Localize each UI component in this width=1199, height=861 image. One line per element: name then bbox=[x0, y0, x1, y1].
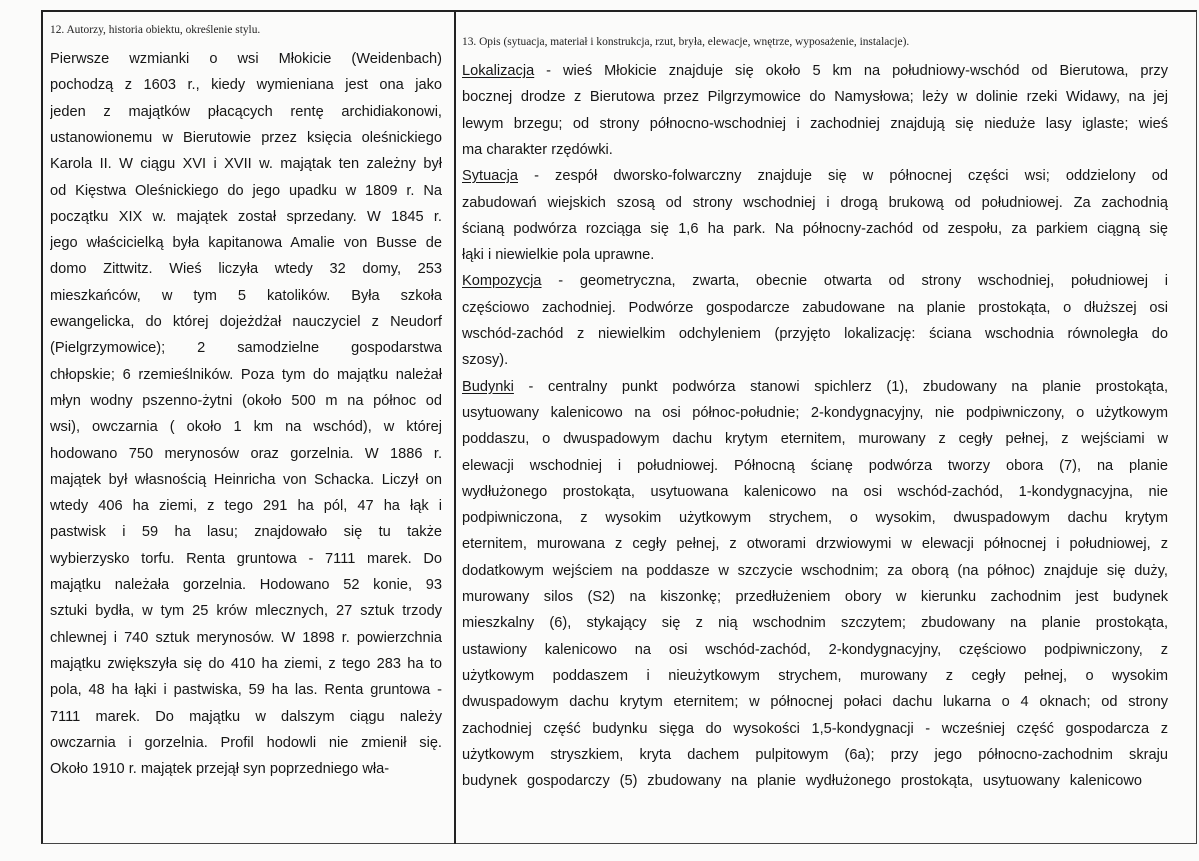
line-text: usytuowany kalenicowo na osi północ-południe; 2-kondygnacyjny, nie podpiwniczony, o użytkowym bbox=[462, 404, 1168, 421]
line-text: szosy). bbox=[462, 352, 509, 369]
text-line bbox=[462, 295, 1168, 321]
text-line: początku XIX w. majątek został sprzedany. W 1845 r. bbox=[50, 208, 442, 225]
line-text: bocznej drodze z Bierutowa przez Pilgrzymowice do Namysłowa; leży w dolinie rzeki Widawy, na jej bbox=[462, 89, 1168, 106]
text-line bbox=[462, 163, 1168, 189]
text-line: majątku zwiększyła się do 410 ha ziemi, z tego 283 ha to bbox=[50, 655, 442, 672]
line-text: ma charakter rzędówki. bbox=[462, 141, 613, 158]
text-line: chlewnej i 740 sztuk merynosów. W 1898 r. powierzchnia bbox=[50, 629, 442, 646]
text-line: Około 1910 r. majątek przejął syn poprzedniego wła- bbox=[50, 761, 390, 778]
text-line: majątku należała gorzelnia. Hodowano 52 konie, 93 bbox=[50, 577, 442, 593]
text-line: sztuki bydła, w tym 25 krów mlecznych, 27 sztuk trzody bbox=[50, 603, 442, 620]
text-line: Karola II. W ciągu XVI i XVII w. majątak ten zależny był bbox=[50, 156, 442, 173]
text-line: 7111 marek. Do majątku w dalszym ciągu należy bbox=[50, 708, 442, 725]
text-line bbox=[462, 190, 1168, 216]
line-text: ścianą podwórza rozciąga się 1,6 ha park. Na północny-zachód od zespołu, za parkiem ciągną się bbox=[462, 220, 1168, 237]
text-line: pochodzą z 1603 r., kiedy wymieniana jest ona jako bbox=[50, 77, 442, 94]
text-line: wybierzysko torfu. Renta gruntowa - 7111 marek. Do bbox=[50, 550, 442, 567]
text-line: domo Zittwitz. Wieś liczyła wtedy 32 domy, 253 bbox=[50, 261, 442, 278]
text-line bbox=[462, 347, 1168, 373]
line-text: eternitem, murowana z cegły pełnej, z otworami drzwiowymi w elewacji północnej i południowej, z bbox=[462, 536, 1168, 553]
line-text: mieszkalny (6), stykający się z nią wschodnim szczytem; zbudowany na planie prostokąta, bbox=[462, 615, 1168, 632]
text-line bbox=[462, 689, 1168, 715]
line-text: elewacji wschodniej i południowej. Północną ścianę podwórza tworzy obora (7), na planie bbox=[462, 457, 1168, 474]
text-line: młyn wodny pszenno-żytni (około 500 m na północ od bbox=[50, 392, 442, 409]
line-text: zachodniej część budynku sięga do wysokości 1,5-kondygnacji - wcześniej część gospodarcza z bbox=[462, 720, 1168, 737]
line-text: murowany silos (S2) na kiszonkę; przedłużeniem obory w kierunku zachodnim jest budynek bbox=[462, 589, 1168, 605]
description-column bbox=[462, 0, 1176, 861]
line-text: częściowo zachodniej. Podwórze gospodarcze zabudowane na planie prostokąta, o dłuższej osi bbox=[462, 299, 1168, 316]
text-line bbox=[462, 637, 1168, 663]
text-line bbox=[462, 268, 1168, 294]
text-line bbox=[462, 137, 1168, 163]
text-line: mieszkańców, w tym 5 katolików. Była szkoła bbox=[50, 287, 442, 304]
line-text: - wieś Młokicie znajduje się około 5 km na południowy-wschód od Bierutowa, przy bbox=[534, 63, 1168, 79]
column-divider bbox=[454, 10, 456, 844]
line-text: dodatkowym wejściem na poddasze w szczycie wschodnim; za oborą (na północ) znajduje się duży, bbox=[462, 562, 1168, 579]
text-line bbox=[462, 400, 1168, 426]
line-text: lewym brzegu; od strony północno-wschodniej i zachodniej znajdują się nieduże lasy iglaste; wieś bbox=[462, 115, 1168, 132]
text-line bbox=[462, 663, 1168, 689]
text-line bbox=[462, 505, 1168, 531]
text-line: (Pielgrzymowice); 2 samodzielne gospodarstwa bbox=[50, 340, 442, 357]
line-text: dwuspadowym dachu krytym eternitem; w północnej połaci dachu lukarna o 4 oknach; od strony bbox=[462, 694, 1168, 711]
text-line: pola, 48 ha łąki i pastwiska, 59 ha las. Renta gruntowa - bbox=[50, 682, 442, 699]
text-line: Pierwsze wzmianki o wsi Młokicie (Weidenbach) bbox=[50, 51, 442, 67]
line-text: - zespół dworsko-folwarczny znajduje się w północnej części wsi; oddzielony od bbox=[517, 168, 1168, 185]
text-line bbox=[462, 531, 1168, 557]
text-line bbox=[462, 768, 1142, 794]
text-line: jeden z majątków płacących rentę archidiakonowi, bbox=[50, 103, 442, 120]
text-line bbox=[462, 558, 1168, 584]
text-line bbox=[462, 374, 1168, 400]
line-text: łąki i niewielkie pola uprawne. bbox=[462, 247, 655, 264]
text-line bbox=[462, 426, 1168, 452]
text-line: ewangelicka, do której dojeżdżał nauczyciel z Neudorf bbox=[50, 314, 442, 330]
text-line bbox=[462, 610, 1168, 636]
subsection-heading: Kompozycja bbox=[462, 273, 542, 290]
text-line: owczarnia i gorzelnia. Profil hodowli nie zmienił się. bbox=[50, 734, 442, 751]
subsection-heading: Lokalizacja bbox=[462, 63, 535, 79]
subsection-heading: Budynki bbox=[462, 378, 514, 395]
text-line: chłopskie; 6 rzemieślników. Poza tym do majątku należał bbox=[50, 366, 442, 383]
line-text: wschód-zachód z niewielkim odchyleniem (przyjęto lokalizację: ściana wschodnia równoległa do bbox=[462, 326, 1168, 342]
line-text: - centralny punkt podwórza stanowi spichlerz (1), zbudowany na planie prostokąta, bbox=[513, 378, 1168, 395]
text-line bbox=[462, 111, 1168, 137]
line-text: - geometryczna, zwarta, obecnie otwarta od strony wschodniej, południowej i bbox=[541, 273, 1168, 290]
text-line bbox=[462, 453, 1168, 479]
text-line: hodowano 750 merynosów oraz gorzelnia. W 1886 r. bbox=[50, 445, 442, 462]
line-text: wydłużonego prostokąta, usytuowana kalenicowo na osi wschód-zachód, 1-kondygnacyjna, nie bbox=[462, 483, 1168, 500]
text-line bbox=[462, 216, 1168, 242]
text-line bbox=[462, 242, 1168, 268]
text-line: majątek był własnością Heinricha von Schacka. Liczył on bbox=[50, 471, 442, 488]
text-line bbox=[462, 321, 1168, 347]
text-line bbox=[462, 584, 1168, 610]
line-text: zabudowań wiejskich szosą od strony wschodniej i drogą brukową od południowej. Za zachodnią bbox=[462, 194, 1168, 211]
text-line bbox=[462, 84, 1168, 110]
text-line: pastwisk i 59 ha lasu; znajdowało się tu także bbox=[50, 524, 442, 541]
line-text: budynek gospodarczy (5) zbudowany na planie wydłużonego prostokąta, usytuowany kalenicowo bbox=[462, 773, 1142, 790]
history-column bbox=[50, 0, 444, 861]
text-line bbox=[462, 58, 1168, 84]
text-line: ustanowionemu w Bierutowie przez księcia oleśnickiego bbox=[50, 129, 442, 146]
line-text: użytkowym stryszkiem, kryta dachem pulpitowym (6a); przy jego północno-zachodnim skraju bbox=[462, 746, 1168, 763]
text-line: wsi), owczarnia ( około 1 km na wschód), w której bbox=[50, 419, 442, 436]
text-line bbox=[462, 479, 1168, 505]
line-text: ustawiony kalenicowo na osi wschód-zachód, 2-kondygnacyjny, częściowo podpiwniczony, z bbox=[462, 641, 1168, 658]
text-line: jego właścicielką była kapitanowa Amalie von Busse de bbox=[50, 235, 442, 252]
line-text: użytkowym poddaszem i nieużytkowym strychem, murowany z cegły pełnej, o wysokim bbox=[462, 667, 1168, 684]
line-text: podpiwniczona, z wysokim użytkowym strychem, o wysokim, dwuspadowym dachu krytym bbox=[462, 510, 1168, 527]
section-13-heading: 13. Opis (sytuacja, materiał i konstrukcja, rzut, bryła, elewacje, wnętrze, wyposażenie, instalacje). bbox=[462, 36, 910, 48]
line-text: poddaszu, o dwuspadowym dachu krytym eternitem, murowany z cegły pełnej, z wejściami w bbox=[462, 431, 1168, 448]
text-line: wtedy 406 ha ziemi, z tego 291 ha pól, 47 ha łąk i bbox=[50, 498, 442, 515]
text-line bbox=[462, 742, 1168, 768]
text-line bbox=[462, 716, 1168, 742]
subsection-heading: Sytuacja bbox=[462, 168, 518, 185]
text-line: od Kięstwa Oleśnickiego do jego upadku w 1809 r. Na bbox=[50, 182, 442, 199]
section-12-heading: 12. Autorzy, historia obiektu, określenie stylu. bbox=[50, 24, 261, 36]
